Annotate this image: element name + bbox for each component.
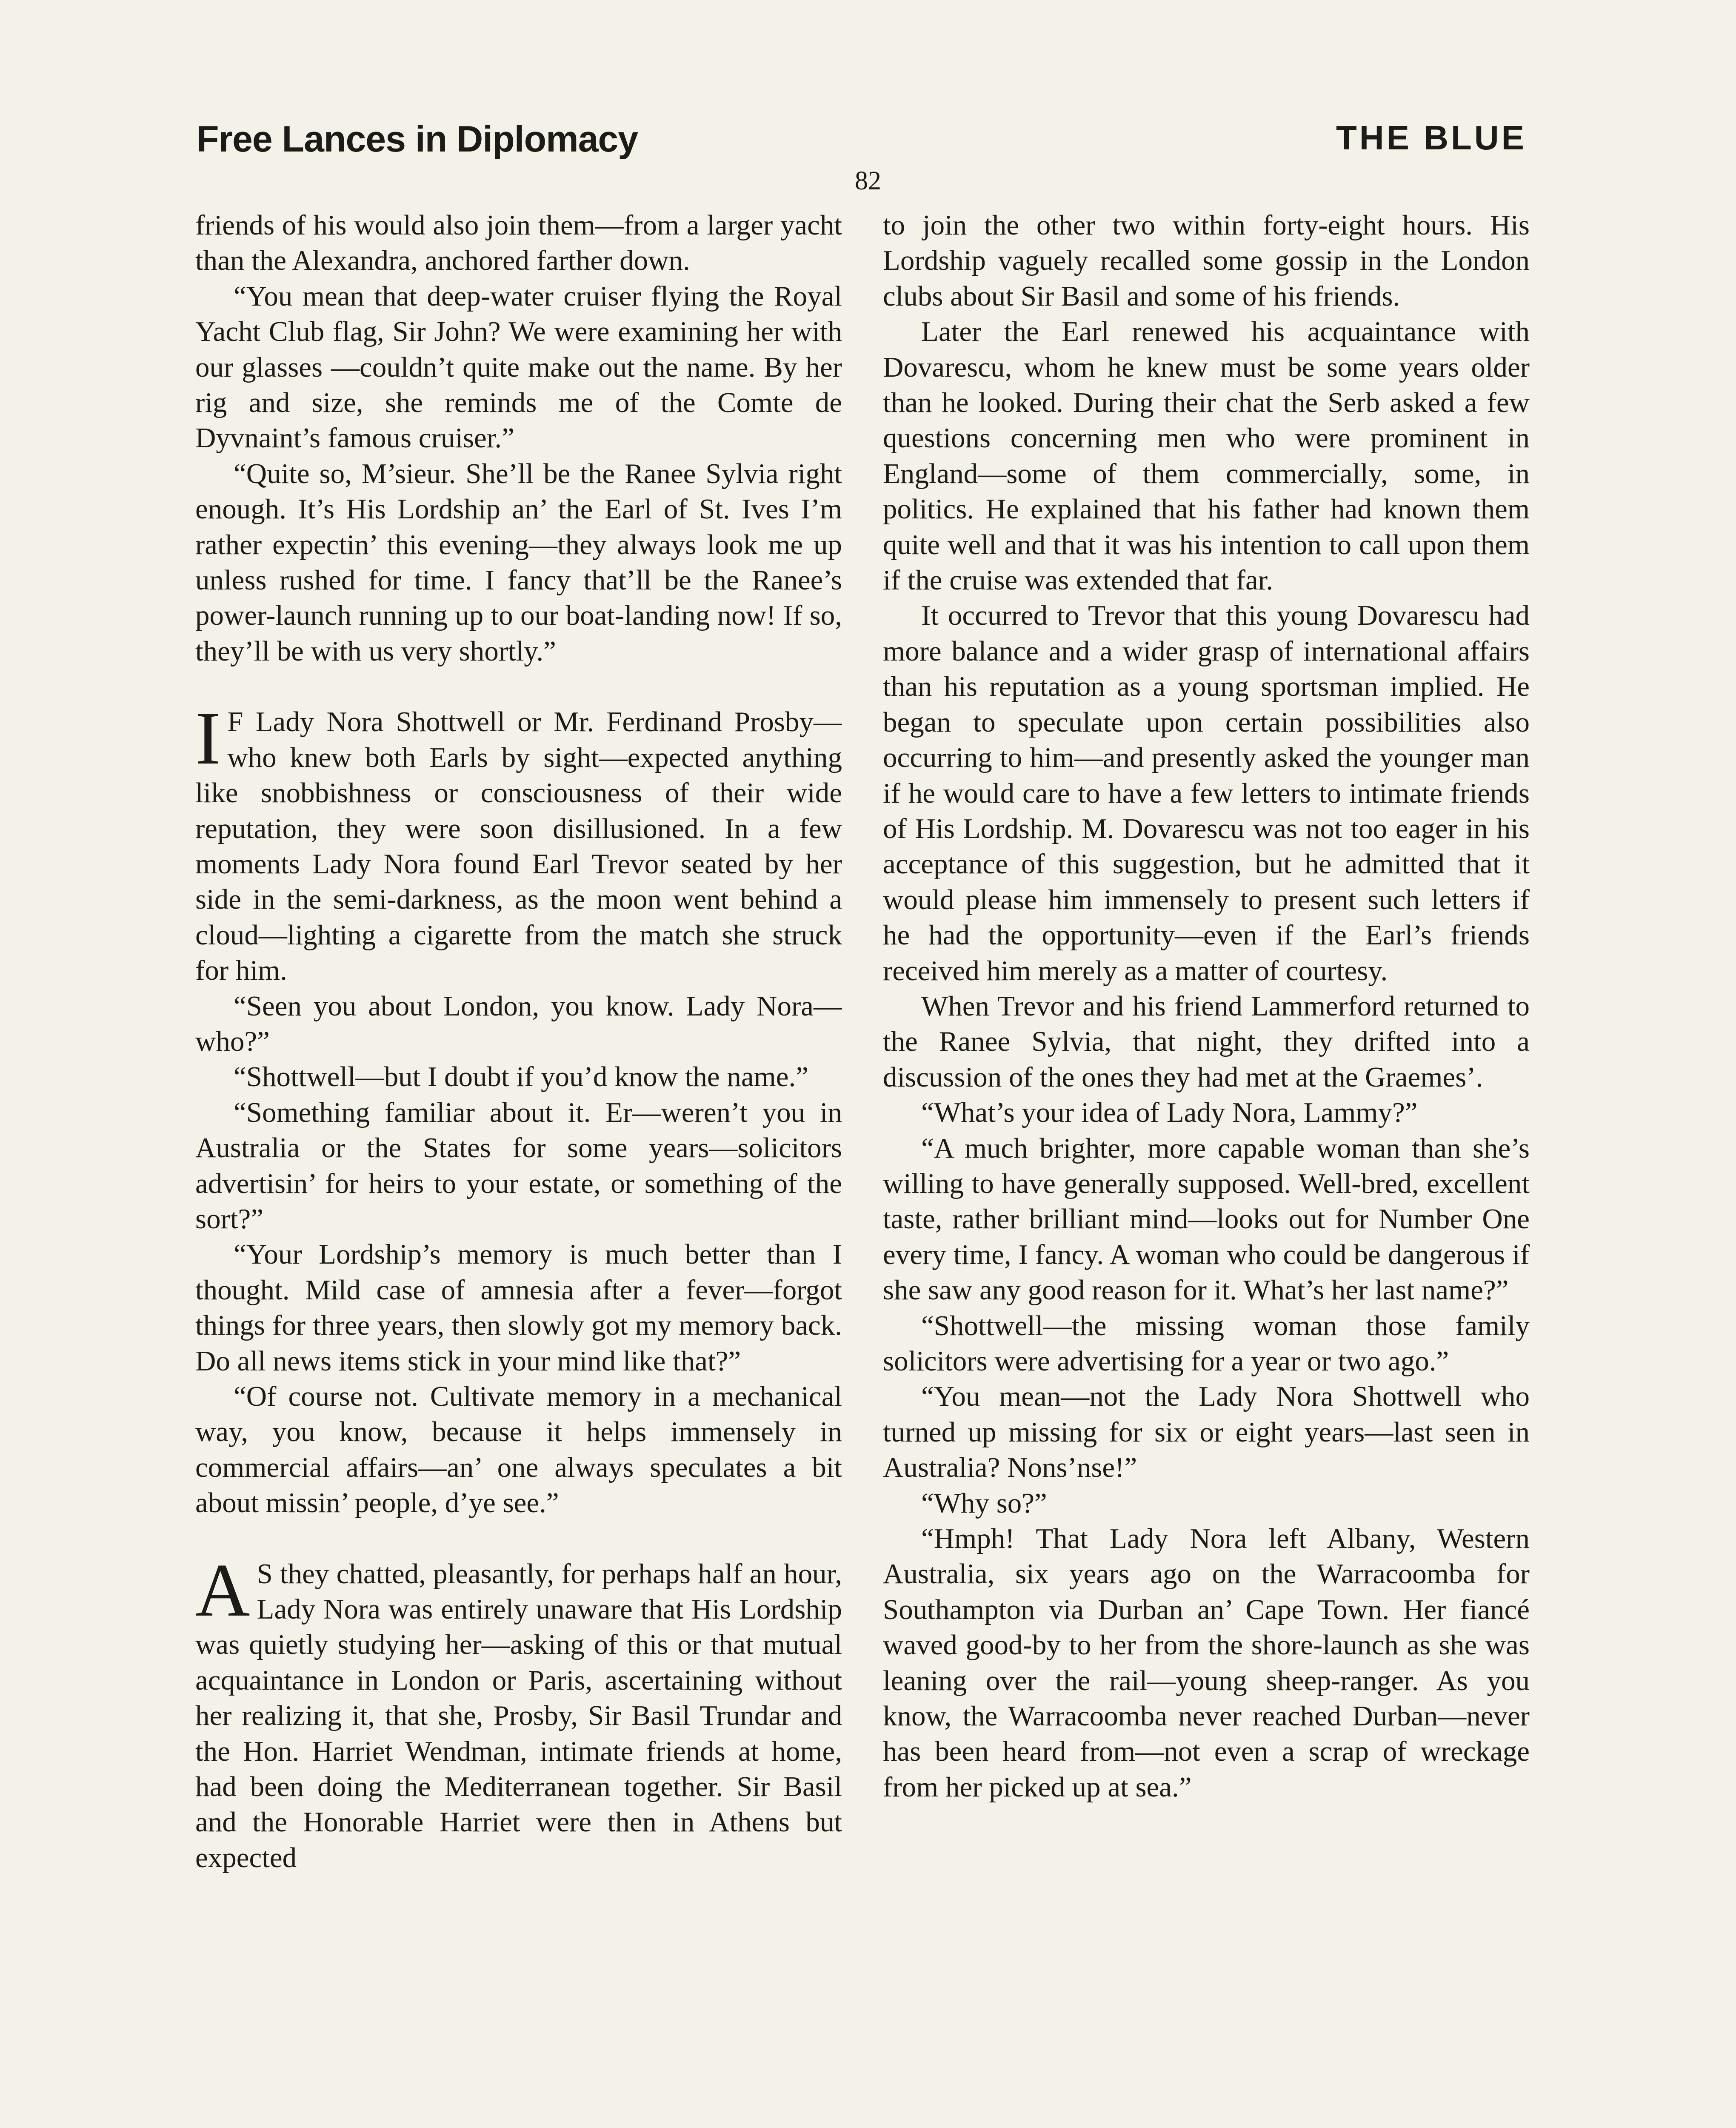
paragraph: Later the Earl renewed his acquaintance with Dovarescu, whom he knew must be some years older than he looked. During their chat the Serb asked a few questions concerning men who were prominent in England—some of them commercially, some, in politics. He explained that his father had known them quite well and that it was his intention to call upon them if the cruise was extended that far. [883, 316, 1530, 596]
paragraph: “A much brighter, more capable woman than she’s willing to have generally supposed. Well-bred, excellent taste, rather brilliant mind—looks out for Number One every time, I fancy. A woman who could be dangerous if she saw any good reason for it. What’s her last name?” [883, 1132, 1530, 1306]
paragraph: “Quite so, M’sieur. She’ll be the Ranee Sylvia right enough. It’s His Lordship an’ the Earl of St. Ives I’m rather expectin’ this evening—they always look me up unless rushed for time. I fancy that’ll be the Ranee’s power-launch running up to our boat-landing now! If so, they’ll be with us very shortly.” [195, 458, 842, 667]
page-number: 82 [855, 166, 881, 195]
paragraph: It occurred to Trevor that this young Dovarescu had more balance and a wider grasp of international affairs than his reputation as a young sportsman implied. He began to speculate upon certain possibilities also occurring to him—and presently asked the younger man if he would care to have a few letters to intimate friends of His Lordship. M. Dovarescu was not too eager in his acceptance of this suggestion, but he admitted that it would please him immensely to present such letters if he had the opportunity—even if the Earl’s friends received him merely as a matter of courtesy. [883, 600, 1530, 987]
paragraph: to join the other two within forty-eight hours. His Lordship vaguely recalled some gossip in the London clubs about Sir Basil and some of his friends. [883, 209, 1530, 312]
section-paragraph [195, 1547, 842, 1876]
paragraph: “You mean that deep-water cruiser flying the Royal Yacht Club flag, Sir John? We were examining her with our glasses —couldn’t quite make out the name. By her rig and size, she reminds me of the Comte de Dyvnaint’s famous cruiser.” [195, 280, 842, 454]
paragraph: “Shottwell—the missing woman those family solicitors were advertising for a year or two ago.” [883, 1310, 1530, 1377]
paragraph: “Your Lordship’s memory is much better than I thought. Mild case of amnesia after a fever—forgot things for three years, then slowly got my memory back. Do all news items stick in your mind like that?” [195, 1238, 842, 1377]
paragraph: “Shottwell—but I doubt if you’d know the name.” [234, 1061, 808, 1093]
paragraph: “Something familiar about it. Er—weren’t you in Australia or the States for some years—solicitors advertisin’ for heirs to your estate, or something of the sort?” [195, 1096, 842, 1235]
left-column [195, 208, 842, 2128]
paragraph: “What’s your idea of Lady Nora, Lammy?” [921, 1097, 1418, 1129]
drop-cap: I [195, 696, 221, 781]
right-column [883, 208, 1530, 2128]
paragraph: “Seen you about London, you know. Lady Nora—who?” [195, 990, 842, 1057]
paragraph: friends of his would also join them—from a larger yacht than the Alexandra, anchored farther down. [195, 209, 842, 277]
paragraph: When Trevor and his friend Lammerford returned to the Ranee Sylvia, that night, they drifted into a discussion of the ones they had met at the Graemes’. [883, 990, 1530, 1093]
paragraph: “Hmph! That Lady Nora left Albany, Western Australia, six years ago on the Warracoomba for Southampton via Durban an’ Cape Town. Her fiancé waved good-by to her from the shore-launch as she was leaning over the rail—young sheep-ranger. As you know, the Warracoomba never reached Durban—never has been heard from—not even a scrap of wreckage from her picked up at sea.” [883, 1523, 1530, 1803]
section-text: F Lady Nora Shottwell or Mr. Ferdinand Prosby—who knew both Earls by sight—expected anything like snobbishness or consciousness of their wide reputation, they were soon disillusioned. In a few moments Lady Nora found Earl Trevor seated by her side in the semi-darkness, as the moon went behind a cloud—lighting a cigarette from the match she struck for him. [195, 706, 842, 987]
drop-cap: A [195, 1547, 250, 1632]
running-title: Free Lances in Diplomacy [197, 119, 638, 160]
paragraph: “Why so?” [921, 1487, 1047, 1519]
section-paragraph [195, 696, 842, 988]
paragraph: “You mean—not the Lady Nora Shottwell who turned up missing for six or eight years—last seen in Australia? Nons’nse!” [883, 1381, 1530, 1484]
paragraph: “Of course not. Cultivate memory in a mechanical way, you know, because it helps immensely in commercial affairs—an’ one always speculates a bit about missin’ people, d’ye see.” [195, 1381, 842, 1519]
magazine-name: THE BLUE [1336, 119, 1527, 157]
section-text: S they chatted, pleasantly, for perhaps half an hour, Lady Nora was entirely unaware that His Lordship was quietly studying her—asking of this or that mutual acquaintance in London or Paris, ascertaining without her realizing it, that she, Prosby, Sir Basil Trundar and the Hon. Harriet Wendman, intimate friends at home, had been doing the Mediterranean together. Sir Basil and the Honorable Harriet were then in Athens but expected [195, 1558, 842, 1873]
